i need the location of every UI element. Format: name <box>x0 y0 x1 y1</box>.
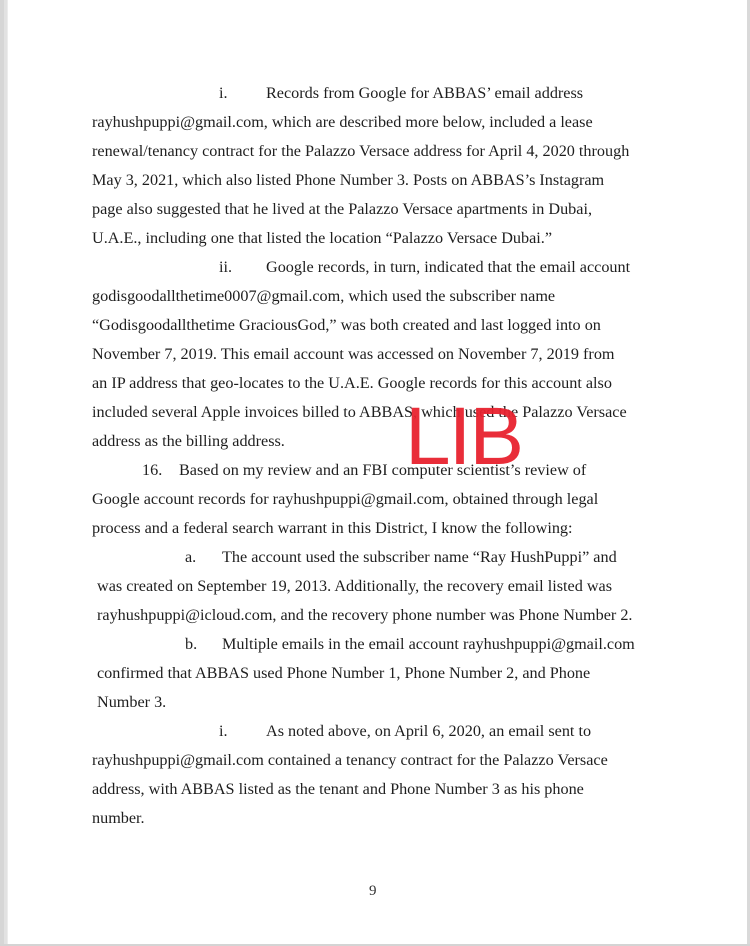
text-line: Google account records for rayhushpuppi@gmail.com, obtained through legal <box>92 490 599 508</box>
text-line: Multiple emails in the email account rayhushpuppi@gmail.com <box>222 635 635 653</box>
text-line: included several Apple invoices billed to ABBAS, which used the Palazzo Versace <box>92 403 627 421</box>
text-line: The account used the subscriber name “Ray HushPuppi” and <box>222 548 617 566</box>
text-line: address as the billing address. <box>92 432 285 450</box>
paragraph-marker: b. <box>185 635 198 653</box>
text-line: confirmed that ABBAS used Phone Number 1, Phone Number 2, and Phone <box>97 664 591 682</box>
text-line: “Godisgoodallthetime GraciousGod,” was both created and last logged into on <box>92 316 601 334</box>
page-frame-left <box>0 0 4 946</box>
paragraph-marker: a. <box>185 548 197 566</box>
text-line: godisgoodallthetime0007@gmail.com, which used the subscriber name <box>92 287 556 305</box>
text-line: page also suggested that he lived at the Palazzo Versace apartments in Dubai, <box>92 200 592 218</box>
text-line: an IP address that geo-locates to the U.A.E. Google records for this account also <box>92 374 612 392</box>
text-line: rayhushpuppi@icloud.com, and the recovery phone number was Phone Number 2. <box>97 606 633 624</box>
paragraph-number: 16. <box>142 461 163 479</box>
text-line: U.A.E., including one that listed the location “Palazzo Versace Dubai.” <box>92 229 552 247</box>
text-line: May 3, 2021, which also listed Phone Number 3. Posts on ABBAS’s Instagram <box>92 171 605 189</box>
text-line: rayhushpuppi@gmail.com, which are described more below, included a lease <box>92 113 593 131</box>
text-line: process and a federal search warrant in this District, I know the following: <box>92 519 573 537</box>
text-line: As noted above, on April 6, 2020, an email sent to <box>266 722 592 740</box>
text-line: Records from Google for ABBAS’ email address <box>266 84 584 102</box>
paragraph-marker: ii. <box>219 258 233 276</box>
text-line: November 7, 2019. This email account was accessed on November 7, 2019 from <box>92 345 615 363</box>
text-line: rayhushpuppi@gmail.com contained a tenancy contract for the Palazzo Versace <box>92 751 608 769</box>
text-line: Number 3. <box>97 693 167 711</box>
text-line: address, with ABBAS listed as the tenant and Phone Number 3 as his phone <box>92 780 584 798</box>
text-line: was created on September 19, 2013. Additionally, the recovery email listed was <box>97 577 613 595</box>
paragraph-marker: i. <box>219 84 228 102</box>
lib-watermark: LIB <box>405 391 523 482</box>
text-line: Based on my review and an FBI computer scientist’s review of <box>179 461 587 479</box>
page-number: 9 <box>369 883 377 899</box>
text-line: Google records, in turn, indicated that the email account <box>266 258 631 276</box>
text-line: renewal/tenancy contract for the Palazzo Versace address for April 4, 2020 through <box>92 142 630 160</box>
text-line: number. <box>92 809 145 827</box>
paragraph-marker: i. <box>219 722 228 740</box>
